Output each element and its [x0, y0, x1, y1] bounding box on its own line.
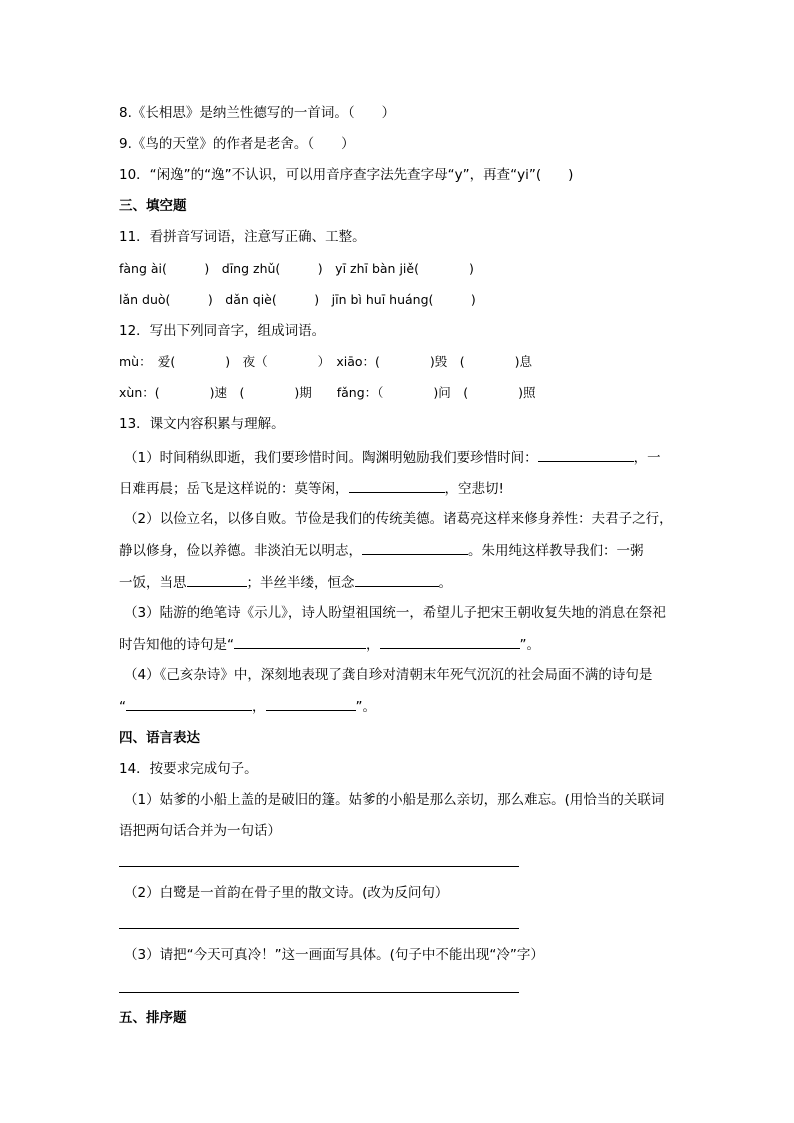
answer-blank[interactable]: [355, 572, 439, 587]
section-heading-3: 三、填空题: [119, 198, 187, 214]
q13-4-line-a: （4）《己亥杂诗》中，深刻地表现了龚自珍对清朝末年死气沉沉的社会局面不满的诗句是: [124, 667, 653, 683]
question-14: 14．按要求完成句子。: [119, 761, 258, 777]
answer-blank[interactable]: [126, 696, 252, 711]
answer-blank[interactable]: [349, 478, 445, 493]
pinyin-row-2: lǎn duò( ) dǎn qiè( ) jīn bì huī huáng( ): [119, 292, 476, 307]
homophone-row-1: mù： 爱( ) 夜（ ） xiāo：( )毁 ( )息: [119, 354, 533, 369]
answer-line[interactable]: [119, 866, 519, 867]
q14-1-line-a: （1）姑爹的小船上盖的是破旧的篷。姑爹的小船是那么亲切，那么难忘。(用恰当的关联词: [124, 792, 665, 808]
answer-line[interactable]: [119, 928, 519, 929]
q13-2-line-a: （2）以俭立名，以侈自败。节俭是我们的传统美德。诸葛亮这样来修身养性：夫君子之行，: [124, 511, 673, 527]
pinyin-row-1: fàng ài( ) dīng zhǔ( ) yī zhī bàn jiě( ): [119, 261, 474, 276]
q13-3-line-b: 时告知他的诗句是“ ， ”。: [119, 634, 540, 655]
answer-blank[interactable]: [380, 634, 520, 649]
question-13: 13．课文内容积累与理解。: [119, 416, 285, 432]
answer-blank[interactable]: [266, 696, 356, 711]
answer-blank[interactable]: [538, 447, 634, 462]
question-9: 9.《鸟的天堂》的作者是老舍。（ ）: [119, 136, 355, 152]
section-heading-5: 五、排序题: [119, 1010, 187, 1026]
q14-1-line-b: 语把两句话合并为一句话）: [119, 823, 281, 839]
answer-blank[interactable]: [234, 634, 366, 649]
section-heading-4: 四、语言表达: [119, 730, 200, 746]
q13-3-line-a: （3）陆游的绝笔诗《示儿》，诗人盼望祖国统一，希望儿子把宋王朝收复失地的消息在祭祀: [124, 605, 666, 621]
q13-2-line-c: 一饭，当思 ；半丝半缕，恒念 。: [119, 572, 452, 593]
q14-2-line: （2）白鹭是一首韵在骨子里的散文诗。(改为反问句）: [124, 885, 449, 901]
question-10: 10．“闲逸”的“逸”不认识，可以用音序查字法先查字母“y”，再查“yi”( ): [119, 167, 574, 183]
q14-3-line: （3）请把“今天可真冷！”这一画面写具体。(句子中不能出现“冷”字）: [124, 947, 544, 963]
q13-1-line-b: 日难再晨；岳飞是这样说的：莫等闲， ，空悲切!: [119, 478, 504, 499]
q13-1-line-a: （1）时间稍纵即逝，我们要珍惜时间。陶渊明勉励我们要珍惜时间： ，一: [124, 447, 661, 468]
answer-line[interactable]: [119, 992, 519, 993]
answer-blank[interactable]: [187, 572, 247, 587]
q13-2-line-b: 静以修身，俭以养德。非淡泊无以明志， 。朱用纯这样教导我们：一粥: [119, 540, 644, 561]
question-8: 8.《长相思》是纳兰性德写的一首词。（ ）: [119, 105, 396, 121]
question-11: 11．看拼音写词语，注意写正确、工整。: [119, 229, 366, 245]
homophone-row-2: xùn：( )速 ( )期 fǎng：（ )问 ( )照: [119, 385, 536, 400]
question-12: 12．写出下列同音字，组成词语。: [119, 323, 326, 339]
q13-4-line-b: “ ， ”。: [119, 696, 376, 717]
answer-blank[interactable]: [362, 540, 468, 555]
